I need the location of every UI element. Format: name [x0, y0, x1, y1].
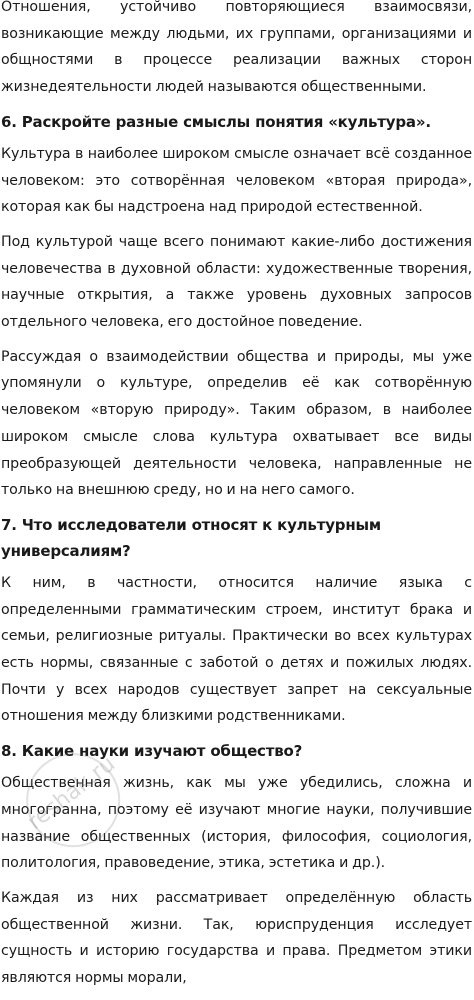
- question-8-heading: 8. Какие науки изучают общество?: [1, 742, 303, 761]
- q8-paragraph-2: Каждая из них рассматривает определённую область общественной жизни. Так, юриспруденция исследует сущность и историю государства и права. Предметом этики являются нормы морали,: [1, 889, 472, 987]
- q8-paragraph-1: Общественная жизнь, как мы уже убедились, сложна и многогранна, поэтому её изучают многие науки, получившие название общественных (история, философия, социология, политология, правоведение, этика, эстетика и др.).: [1, 775, 472, 872]
- watermark-text: reshak.ru: [22, 751, 121, 836]
- question-6-heading: 6. Раскройте разные смыслы понятия «культура».: [1, 112, 431, 131]
- q6-paragraph-2: Под культурой чаще всего понимают какие-либо достижения человечества в духовной области: художественные творения, научные открытия, а также уровень духовных запросов отдельного человека, его достойное поведение.: [1, 233, 472, 331]
- intro-paragraph: Отношения, устойчиво повторяющиеся взаимосвязи, возникающие между людьми, их группами, организациями и общностями в процессе реализации важных сторон жизнедеятельности людей называются общественными.: [1, 0, 472, 96]
- q6-paragraph-3: Рассуждая о взаимодействии общества и природы, мы уже упомянули о культуре, определив её как сотворённую человеком «вторую природу». Таким образом, в наиболее широком смысле слова культура охватывает все виды преобразующей деятельности человека, направленные не только на внешнюю среду, но и на него самого.: [1, 348, 472, 499]
- q7-paragraph-1: К ним, в частности, относится наличие языка с определенными грамматическим строем, институт брака и семьи, религиозные ритуалы. Практически во всех культурах есть нормы, связанные с заботой о детях и пожилых людях. Почти у всех народов существует запрет на сексуальные отношения между близкими родственниками.: [1, 574, 472, 725]
- q6-paragraph-1: Культура в наиболее широком смысле означает всё созданное человеком: это сотворённая человеком «вторая природа», которая как бы надстроена над природой естественной.: [1, 145, 472, 216]
- question-7-heading: 7. Что исследователи относят к культурным универсалиям?: [1, 515, 381, 560]
